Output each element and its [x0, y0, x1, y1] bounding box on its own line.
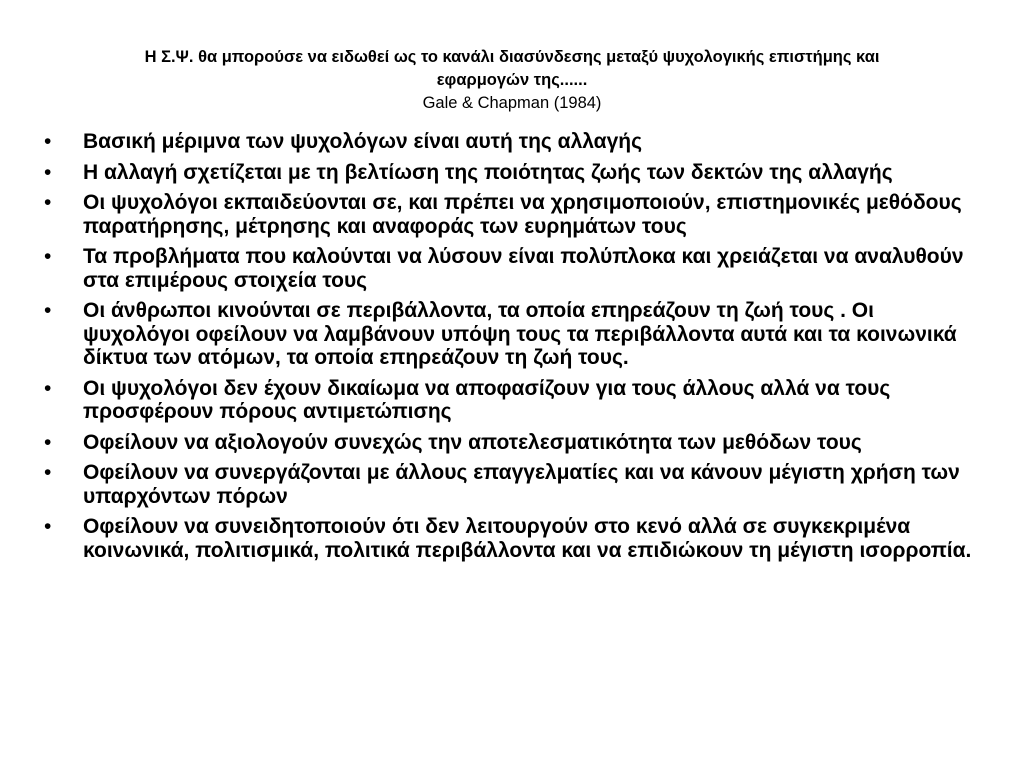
title-line-2: εφαρμογών της...... — [436, 71, 588, 89]
title-source: Gale & Chapman (1984) — [422, 94, 602, 112]
bullet-icon: • — [44, 299, 52, 322]
bullet-icon: • — [44, 130, 52, 153]
bullet-item — [42, 245, 972, 292]
bullet-text: Οι άνθρωποι κινούνται σε περιβάλλοντα, τα οποία επηρεάζουν τη ζωή τους . Οι ψυχολόγοι οφείλουν να λαμβάνουν υπόψη τους τα περιβάλλοντα αυτά και τα κοινωνικά δίκτυα των ατόμων, τα οποία επηρεάζουν τη ζωή τους. — [83, 299, 957, 369]
slide-title — [40, 46, 984, 115]
bullet-text: Οφείλουν να συνεργάζονται με άλλους επαγγελματίες και να κάνουν μέγιστη χρήση των υπαρχόντων πόρων — [83, 461, 960, 508]
bullet-icon: • — [44, 461, 52, 484]
bullet-icon: • — [44, 376, 52, 400]
bullet-text: Βασική μέριμνα των ψυχολόγων είναι αυτή της αλλαγής — [83, 130, 643, 153]
bullet-icon: • — [44, 430, 52, 454]
bullet-item — [42, 299, 972, 370]
title-line-1: Η Σ.Ψ. θα μπορούσε να ειδωθεί ως το κανάλι διασύνδεσης μεταξύ ψυχολογικής επιστήμης και — [144, 48, 880, 66]
bullet-item — [42, 377, 972, 424]
bullet-text: Η αλλαγή σχετίζεται με τη βελτίωση της ποιότητας ζωής των δεκτών της αλλαγής — [83, 160, 893, 184]
bullet-text: Οφείλουν να συνειδητοποιούν ότι δεν λειτουργούν στο κενό αλλά σε συγκεκριμένα κοινωνικά, πολιτισμικά, πολιτικά περιβάλλοντα και να επιδιώκουν τη μέγιστη ισορροπία. — [83, 515, 972, 562]
bullet-item — [42, 130, 972, 154]
bullet-icon: • — [44, 515, 52, 538]
bullet-item — [42, 191, 972, 238]
bullet-icon: • — [44, 245, 52, 268]
bullet-item — [42, 515, 972, 562]
bullet-item — [42, 431, 972, 455]
bullet-text: Οι ψυχολόγοι δεν έχουν δικαίωμα να αποφασίζουν για τους άλλους αλλά να τους προσφέρουν πόρους αντιμετώπισης — [83, 376, 891, 423]
bullet-icon: • — [44, 191, 52, 214]
bullet-text: Οφείλουν να αξιολογούν συνεχώς την αποτελεσματικότητα των μεθόδων τους — [83, 430, 862, 454]
bullet-item — [42, 161, 972, 185]
bullet-icon: • — [44, 160, 52, 184]
bullet-item — [42, 461, 972, 508]
bullet-text: Τα προβλήματα που καλούνται να λύσουν είναι πολύπλοκα και χρειάζεται να αναλυθούν στα επιμέρους στοιχεία τους — [83, 245, 964, 292]
bullet-list — [42, 130, 972, 569]
bullet-text: Οι ψυχολόγοι εκπαιδεύονται σε, και πρέπει να χρησιμοποιούν, επιστημονικές μεθόδους παρατήρησης, μέτρησης και αναφοράς των ευρημάτων τους — [83, 191, 962, 238]
